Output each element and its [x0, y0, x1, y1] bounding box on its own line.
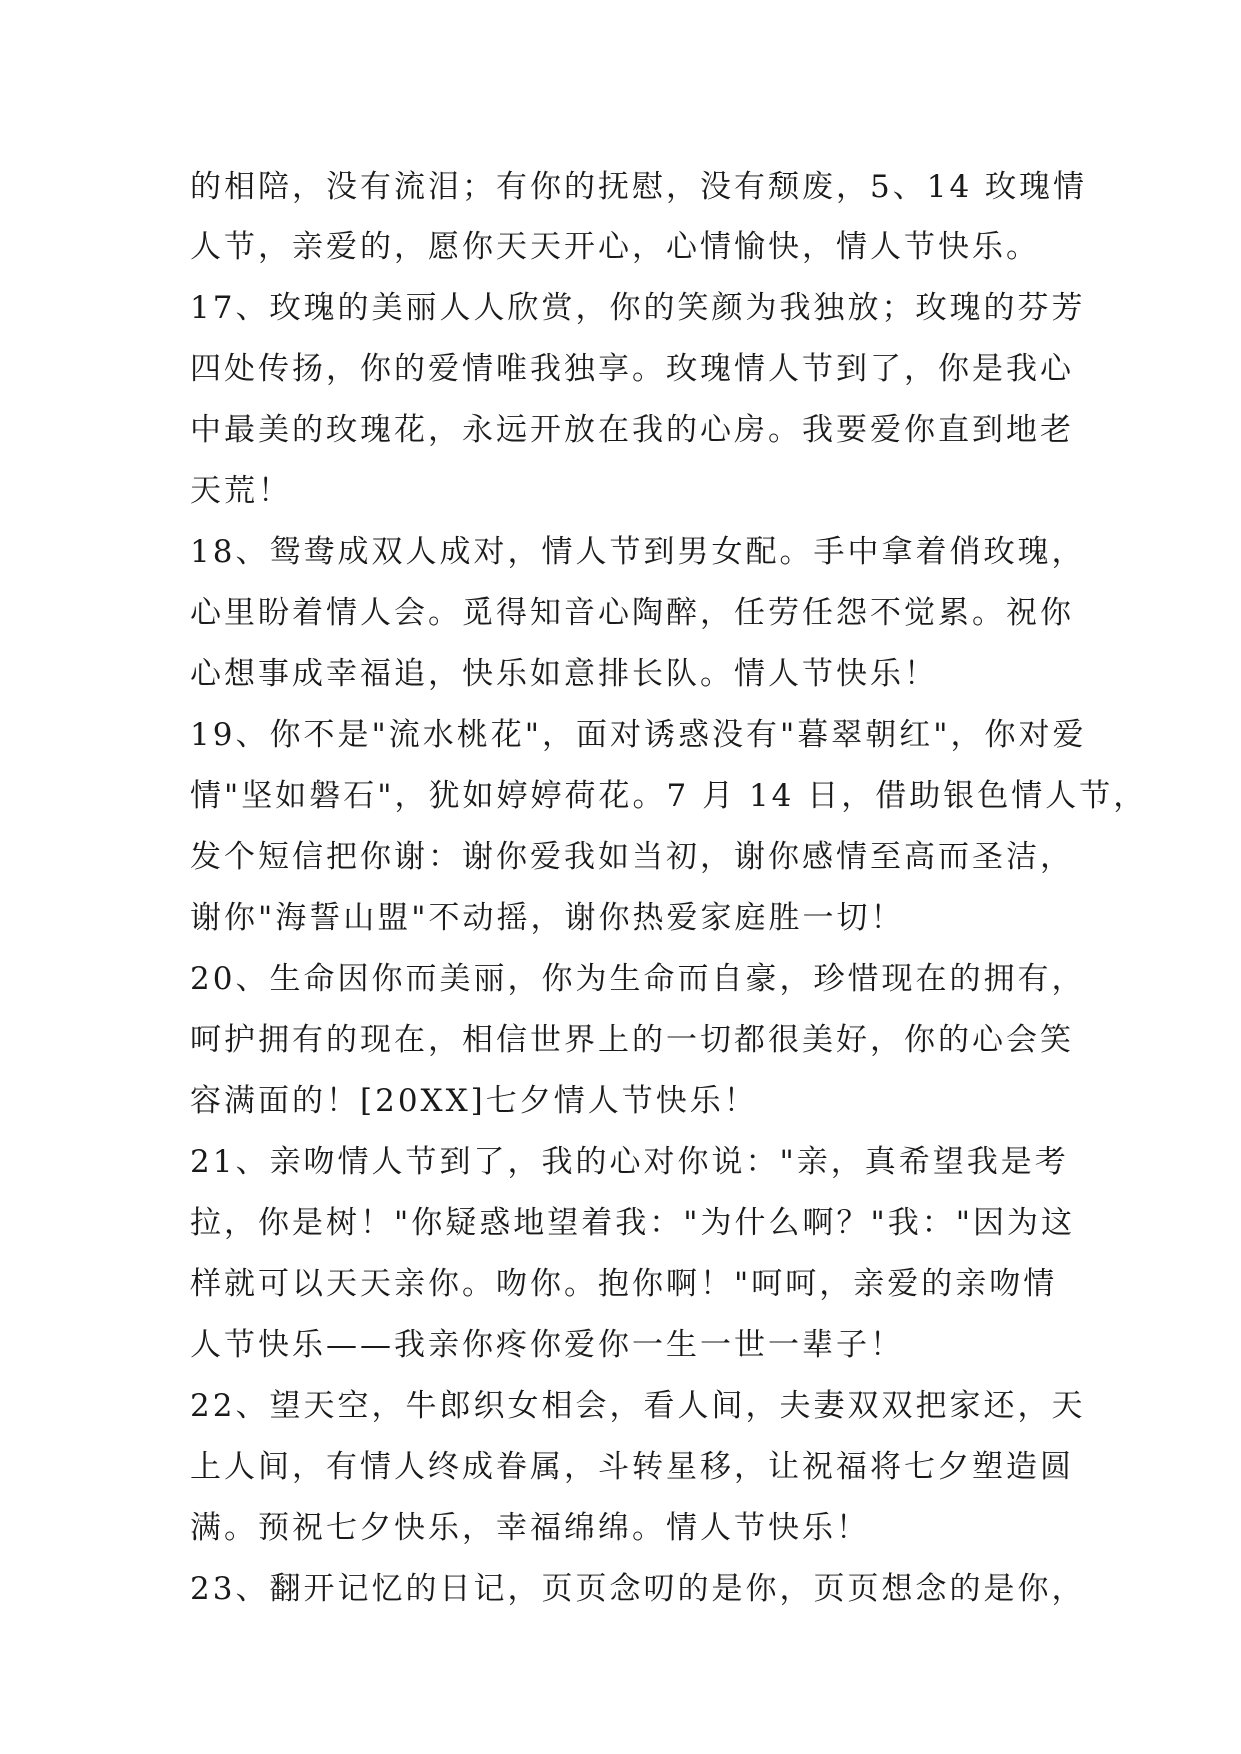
text-line: 21、亲吻情人节到了，我的心对你说："亲，真希望我是考	[190, 1144, 1069, 1180]
text-line: 上人间，有情人终成眷属，斗转星移，让祝福将七夕塑造圆	[190, 1449, 1074, 1485]
text-line: 四处传扬，你的爱情唯我独享。玫瑰情人节到了，你是我心	[190, 351, 1074, 387]
text-line: 呵护拥有的现在，相信世界上的一切都很美好，你的心会笑	[190, 1022, 1074, 1058]
text-line: 拉，你是树！"你疑惑地望着我："为什么啊？"我："因为这	[190, 1205, 1076, 1241]
text-line: 样就可以天天亲你。吻你。抱你啊！"呵呵，亲爱的亲吻情	[190, 1266, 1058, 1302]
text-line: 中最美的玫瑰花，永远开放在我的心房。我要爱你直到地老	[190, 412, 1074, 448]
body-text	[190, 157, 1148, 1620]
text-line: 23、翻开记忆的日记，页页念叨的是你，页页想念的是你，	[190, 1571, 1086, 1607]
text-line: 22、望天空，牛郎织女相会，看人间，夫妻双双把家还，天	[190, 1388, 1086, 1424]
text-line: 17、玫瑰的美丽人人欣赏，你的笑颜为我独放；玫瑰的芬芳	[190, 290, 1086, 326]
text-line: 的相陪，没有流泪；有你的抚慰，没有颓废，5、14 玫瑰情	[190, 169, 1088, 205]
text-line: 天荒！	[190, 473, 292, 509]
text-line: 谢你"海誓山盟"不动摇，谢你热爱家庭胜一切！	[190, 900, 905, 936]
text-line: 人节，亲爱的，愿你天天开心，心情愉快，情人节快乐。	[190, 229, 1040, 265]
text-line: 容满面的！[20XX]七夕情人节快乐！	[190, 1083, 758, 1119]
text-line: 发个短信把你谢：谢你爱我如当初，谢你感情至高而圣洁，	[190, 839, 1074, 875]
text-line: 20、生命因你而美丽，你为生命而自豪，珍惜现在的拥有，	[190, 961, 1086, 997]
text-line: 满。预祝七夕快乐，幸福绵绵。情人节快乐！	[190, 1510, 870, 1546]
text-line: 心里盼着情人会。觅得知音心陶醉，任劳任怨不觉累。祝你	[190, 595, 1074, 631]
text-line: 19、你不是"流水桃花"，面对诱惑没有"暮翠朝红"，你对爱	[190, 717, 1087, 753]
text-line: 心想事成幸福追，快乐如意排长队。情人节快乐！	[190, 656, 938, 692]
text-line: 情"坚如磐石"，犹如婷婷荷花。7 月 14 日，借助银色情人节，	[190, 778, 1148, 814]
text-line: 18、鸳鸯成双人成对，情人节到男女配。手中拿着俏玫瑰，	[190, 534, 1086, 570]
text-line: 人节快乐——我亲你疼你爱你一生一世一辈子！	[190, 1327, 904, 1363]
